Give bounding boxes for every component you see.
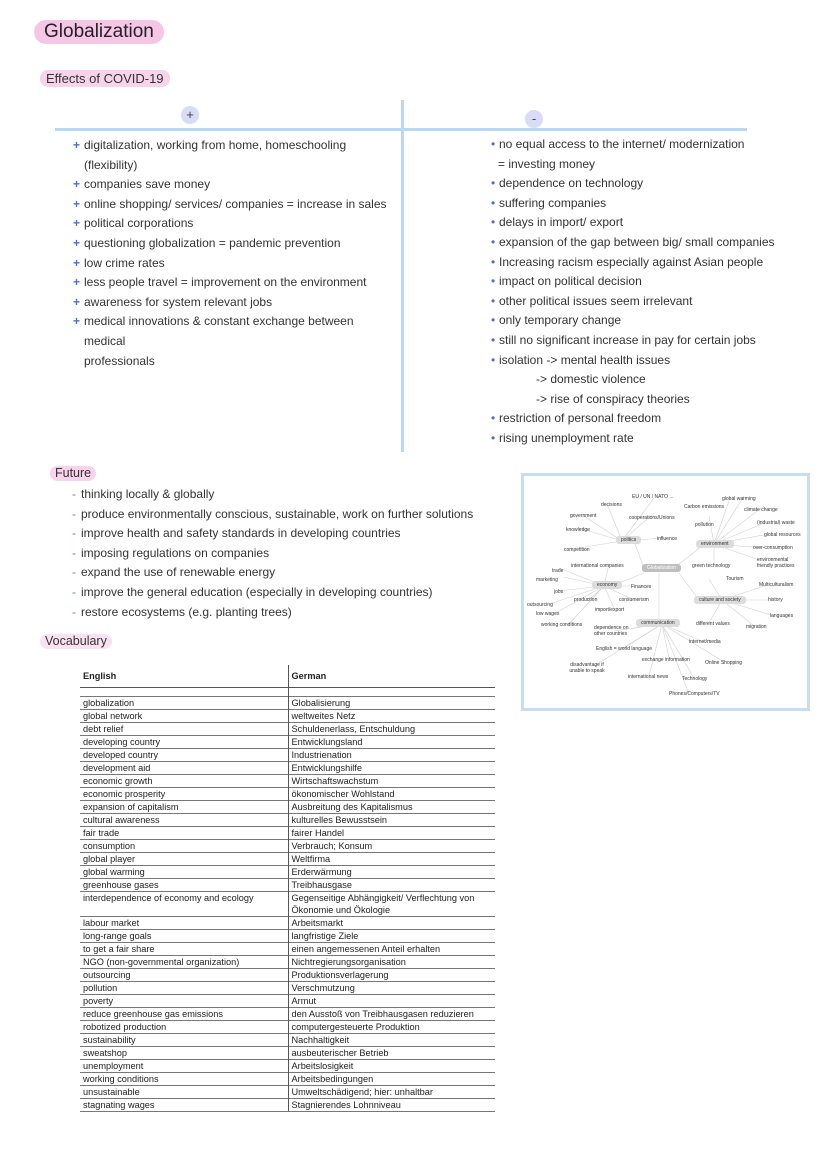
german-term: Verschmutzung bbox=[288, 982, 495, 995]
german-term: Ausbreitung des Kapitalismus bbox=[288, 801, 495, 814]
bullet-dot-icon: • bbox=[491, 195, 496, 210]
mindmap-diagram bbox=[521, 473, 810, 711]
mindmap-label: decisions bbox=[601, 502, 622, 508]
mindmap-label: Tourism bbox=[726, 576, 744, 582]
german-term: Weltfirma bbox=[288, 853, 495, 866]
dash-bullet-icon: - bbox=[72, 584, 76, 599]
german-term: Stagnierendes Lohnniveau bbox=[288, 1099, 495, 1112]
english-term: economic prosperity bbox=[80, 788, 288, 801]
future-item: - thinking locally & globally bbox=[72, 485, 492, 505]
english-term: labour market bbox=[80, 917, 288, 930]
english-term: NGO (non-governmental organization) bbox=[80, 956, 288, 969]
minus-marker: - bbox=[525, 110, 543, 128]
english-term: working conditions bbox=[80, 1073, 288, 1086]
dash-bullet-icon: - bbox=[72, 487, 76, 501]
table-row bbox=[80, 956, 495, 969]
positive-item: + online shopping/ services/ companies = increase in sales bbox=[73, 195, 393, 215]
negative-item: • still no significant increase in pay for certain jobs bbox=[491, 331, 821, 351]
table-row bbox=[80, 736, 495, 749]
mindmap-label: influence bbox=[657, 536, 678, 542]
german-term: Arbeitsbedingungen bbox=[288, 1073, 495, 1086]
german-term: Globalisierung bbox=[288, 697, 495, 710]
negative-sub-item: -> domestic violence bbox=[536, 372, 646, 387]
mindmap-label: cooperations/Unions bbox=[629, 515, 675, 521]
table-row bbox=[80, 943, 495, 956]
table-row bbox=[80, 775, 495, 788]
plus-bullet-icon: + bbox=[73, 255, 81, 270]
mindmap-label: pollution bbox=[695, 522, 714, 528]
table-row bbox=[80, 697, 495, 710]
english-term: fair trade bbox=[80, 827, 288, 840]
german-term: Wirtschaftswachstum bbox=[288, 775, 495, 788]
connector-line bbox=[604, 586, 614, 608]
table-row bbox=[80, 853, 495, 866]
vocabulary-body bbox=[80, 697, 495, 1112]
table-row bbox=[80, 917, 495, 930]
mindmap-label: climate change bbox=[744, 507, 778, 513]
german-term: Entwicklungsland bbox=[288, 736, 495, 749]
german-term: computergesteuerte Produktion bbox=[288, 1021, 495, 1034]
table-row bbox=[80, 930, 495, 943]
mindmap-label: Carbon emissions bbox=[684, 504, 725, 510]
english-term: cultural awareness bbox=[80, 814, 288, 827]
positive-item: + questioning globalization = pandemic prevention bbox=[73, 234, 393, 254]
dash-bullet-icon: - bbox=[72, 526, 76, 541]
positives-list bbox=[73, 136, 393, 371]
bullet-dot-icon: • bbox=[491, 313, 496, 328]
positive-item: + political corporations bbox=[73, 214, 393, 234]
mindmap-label: international companies bbox=[571, 563, 624, 569]
english-term: global network bbox=[80, 710, 288, 723]
negatives-list bbox=[491, 135, 821, 449]
mindmap-label: government bbox=[570, 513, 597, 519]
mindmap-node-culture: culture and society bbox=[694, 596, 746, 604]
negative-item: • only temporary change bbox=[491, 311, 821, 331]
english-term: development aid bbox=[80, 762, 288, 775]
english-term: unemployment bbox=[80, 1060, 288, 1073]
english-term: debt relief bbox=[80, 723, 288, 736]
english-term: developing country bbox=[80, 736, 288, 749]
table-row bbox=[80, 1073, 495, 1086]
english-term: to get a fair share bbox=[80, 943, 288, 956]
future-item: - imposing regulations on companies bbox=[72, 544, 492, 564]
plus-bullet-icon: + bbox=[73, 294, 81, 309]
mindmap-label: global resources bbox=[764, 532, 801, 538]
english-term: global warming bbox=[80, 866, 288, 879]
german-term: Verbrauch; Konsum bbox=[288, 840, 495, 853]
mindmap-node-economy: economy bbox=[592, 581, 622, 589]
vocabulary-table bbox=[80, 665, 495, 1112]
connector-line bbox=[662, 624, 694, 678]
mindmap-label: English = world language bbox=[596, 646, 653, 652]
mindmap-label: history bbox=[768, 597, 783, 603]
german-term: Nichtregierungsorganisation bbox=[288, 956, 495, 969]
mindmap-label: exchange information bbox=[642, 657, 690, 663]
future-heading: Future bbox=[50, 466, 96, 481]
table-row bbox=[80, 1060, 495, 1073]
table-row bbox=[80, 866, 495, 879]
column-header-german: German bbox=[288, 665, 495, 688]
german-term: einen angemessenen Anteil erhalten bbox=[288, 943, 495, 956]
mindmap-label: trade bbox=[552, 568, 564, 574]
connector-line bbox=[662, 624, 669, 658]
table-row bbox=[80, 1021, 495, 1034]
german-term: Gegenseitige Abhängigkeit/ Verflechtung von Ökonomie und Ökologie bbox=[288, 892, 495, 917]
english-term: robotized production bbox=[80, 1021, 288, 1034]
mindmap-label: environmental friendly practices bbox=[757, 557, 795, 569]
english-term: stagnating wages bbox=[80, 1099, 288, 1112]
english-term: outsourcing bbox=[80, 969, 288, 982]
mindmap-label: green technology bbox=[692, 563, 731, 569]
mindmap-label: Finances bbox=[631, 584, 652, 590]
dash-bullet-icon: - bbox=[72, 565, 76, 580]
mindmap-label: low wages bbox=[536, 611, 560, 617]
plus-bullet-icon: + bbox=[73, 196, 81, 211]
table-row bbox=[80, 892, 495, 917]
mindmap-label: consumerism bbox=[619, 597, 649, 603]
negative-item: • Increasing racism especially against Asian people bbox=[491, 253, 821, 273]
german-term: Entwicklungshilfe bbox=[288, 762, 495, 775]
english-term: expansion of capitalism bbox=[80, 801, 288, 814]
english-term: global player bbox=[80, 853, 288, 866]
mindmap-label: migration bbox=[746, 624, 767, 630]
dash-bullet-icon: - bbox=[72, 506, 76, 521]
mindmap-label: internet/media bbox=[689, 639, 721, 645]
plus-marker: + bbox=[181, 106, 199, 124]
english-term: pollution bbox=[80, 982, 288, 995]
positive-item: + medical innovations & constant exchange between medical bbox=[73, 312, 393, 351]
dash-bullet-icon: - bbox=[72, 604, 76, 619]
english-term: developed country bbox=[80, 749, 288, 762]
table-row bbox=[80, 723, 495, 736]
effects-heading: Effects of COVID-19 bbox=[40, 70, 170, 87]
bullet-dot-icon: • bbox=[491, 352, 496, 367]
positive-item: + companies save money bbox=[73, 175, 393, 195]
german-term: Erderwärmung bbox=[288, 866, 495, 879]
english-term: interdependence of economy and ecology bbox=[80, 892, 288, 917]
table-row bbox=[80, 749, 495, 762]
mindmap-label: Technology bbox=[682, 676, 708, 682]
bullet-dot-icon: • bbox=[491, 137, 496, 151]
table-row bbox=[80, 982, 495, 995]
negative-item: • restriction of personal freedom bbox=[491, 409, 821, 429]
bullet-dot-icon: • bbox=[491, 176, 496, 191]
negative-item-continuation: = investing money bbox=[498, 156, 596, 171]
mindmap-label: over-consumption bbox=[753, 545, 793, 551]
mindmap-label: production bbox=[574, 597, 598, 603]
mindmap-node-communication: communication bbox=[636, 619, 680, 627]
bullet-dot-icon: • bbox=[491, 430, 496, 445]
table-row bbox=[80, 814, 495, 827]
table-row bbox=[80, 840, 495, 853]
mindmap-label: EU / UN / NATO ... bbox=[632, 494, 674, 500]
german-term: Schuldenerlass, Entschuldung bbox=[288, 723, 495, 736]
table-row bbox=[80, 995, 495, 1008]
table-row bbox=[80, 1008, 495, 1021]
table-row bbox=[80, 710, 495, 723]
german-term: Arbeitsmarkt bbox=[288, 917, 495, 930]
mindmap-label: import/export bbox=[595, 607, 625, 613]
future-item: - improve the general education (especially in developing countries) bbox=[72, 583, 492, 603]
english-term: sweatshop bbox=[80, 1047, 288, 1060]
mindmap-label: jobs bbox=[554, 589, 564, 595]
german-term: weltweites Netz bbox=[288, 710, 495, 723]
german-term: Treibhausgase bbox=[288, 879, 495, 892]
negative-item: • rising unemployment rate bbox=[491, 429, 821, 449]
mindmap-label: different values bbox=[696, 621, 730, 627]
table-row bbox=[80, 801, 495, 814]
positive-item: + less people travel = improvement on the environment bbox=[73, 273, 393, 293]
table-row bbox=[80, 1034, 495, 1047]
english-term: poverty bbox=[80, 995, 288, 1008]
mindmap-label: global warming bbox=[722, 496, 756, 502]
mindmap-label: international news bbox=[628, 674, 669, 680]
table-row bbox=[80, 827, 495, 840]
plus-bullet-icon: + bbox=[73, 275, 81, 290]
vertical-divider bbox=[401, 100, 404, 452]
german-term: ausbeuterischer Betrieb bbox=[288, 1047, 495, 1060]
positive-item: + low crime rates bbox=[73, 254, 393, 274]
mindmap-label: competition bbox=[564, 547, 590, 553]
negative-item: • dependence on technology bbox=[491, 174, 821, 194]
plus-bullet-icon: + bbox=[73, 138, 81, 152]
positive-item-continuation: professionals bbox=[84, 353, 155, 368]
mindmap-label: knowledge bbox=[566, 527, 590, 533]
table-row bbox=[80, 762, 495, 775]
german-term: Produktionsverlagerung bbox=[288, 969, 495, 982]
mindmap-label: (industrial) waste bbox=[757, 520, 795, 526]
plus-bullet-icon: + bbox=[73, 235, 81, 250]
plus-bullet-icon: + bbox=[73, 314, 81, 329]
mindmap-center-node: Globalization bbox=[642, 564, 681, 572]
german-term: Industrienation bbox=[288, 749, 495, 762]
english-term: long-range goals bbox=[80, 930, 288, 943]
future-list bbox=[72, 485, 492, 622]
english-term: globalization bbox=[80, 697, 288, 710]
page-title: Globalization bbox=[34, 20, 164, 44]
german-term: den Ausstoß von Treibhausgasen reduzieren bbox=[288, 1008, 495, 1021]
vocabulary-spacer-row bbox=[80, 688, 495, 697]
german-term: Armut bbox=[288, 995, 495, 1008]
german-term: langfristige Ziele bbox=[288, 930, 495, 943]
mindmap-node-environment: environment bbox=[696, 540, 734, 548]
table-row bbox=[80, 788, 495, 801]
mindmap-label: outsourcing bbox=[527, 602, 553, 608]
german-term: Umweltschädigend; hier: unhaltbar bbox=[288, 1086, 495, 1099]
table-row bbox=[80, 969, 495, 982]
german-term: Arbeitslosigkeit bbox=[288, 1060, 495, 1073]
future-item: - improve health and safety standards in developing countries bbox=[72, 524, 492, 544]
bullet-dot-icon: • bbox=[491, 234, 496, 249]
negative-item: • no equal access to the internet/ modernization bbox=[491, 135, 821, 155]
future-item: - produce environmentally conscious, sustainable, work on further solutions bbox=[72, 505, 492, 525]
english-term: economic growth bbox=[80, 775, 288, 788]
future-item: - restore ecosystems (e.g. planting trees) bbox=[72, 603, 492, 623]
negative-item: • impact on political decision bbox=[491, 272, 821, 292]
mindmap-label: Multiculturalism bbox=[759, 582, 794, 588]
negative-item: • isolation -> mental health issues bbox=[491, 351, 821, 371]
table-row bbox=[80, 1086, 495, 1099]
bullet-dot-icon: • bbox=[491, 411, 496, 426]
vocabulary-header-row bbox=[80, 665, 495, 688]
bullet-dot-icon: • bbox=[491, 293, 496, 308]
bullet-dot-icon: • bbox=[491, 332, 496, 347]
negative-sub-item: -> rise of conspiracy theories bbox=[536, 391, 690, 406]
english-term: reduce greenhouse gas emissions bbox=[80, 1008, 288, 1021]
vocabulary-heading: Vocabulary bbox=[40, 634, 112, 649]
mindmap-label: marketing bbox=[536, 577, 558, 583]
negative-item: • delays in import/ export bbox=[491, 213, 821, 233]
mindmap-label: disadvantage if unable to speak bbox=[569, 662, 605, 674]
positive-item: + digitalization, working from home, homeschooling (flexibility) bbox=[73, 136, 393, 175]
table-row bbox=[80, 1099, 495, 1112]
plus-bullet-icon: + bbox=[73, 177, 81, 192]
plus-bullet-icon: + bbox=[73, 216, 81, 231]
table-row bbox=[80, 1047, 495, 1060]
negative-item: • expansion of the gap between big/ small companies bbox=[491, 233, 821, 253]
english-term: consumption bbox=[80, 840, 288, 853]
column-header-english: English bbox=[80, 665, 288, 688]
german-term: Nachhaltigkeit bbox=[288, 1034, 495, 1047]
german-term: kulturelles Bewusstsein bbox=[288, 814, 495, 827]
mindmap-label: languages bbox=[770, 613, 794, 619]
mindmap-label: working conditions bbox=[541, 622, 583, 628]
english-term: greenhouse gases bbox=[80, 879, 288, 892]
mindmap-label: Phones/Computers/TV bbox=[669, 691, 720, 697]
mindmap-label: dependence on other countries bbox=[594, 625, 629, 637]
future-item: - expand the use of renewable energy bbox=[72, 563, 492, 583]
mindmap-label: Online Shopping bbox=[705, 660, 742, 666]
table-row bbox=[80, 879, 495, 892]
german-term: fairer Handel bbox=[288, 827, 495, 840]
bullet-dot-icon: • bbox=[491, 215, 496, 230]
english-term: unsustainable bbox=[80, 1086, 288, 1099]
english-term: sustainability bbox=[80, 1034, 288, 1047]
negative-item: • suffering companies bbox=[491, 194, 821, 214]
mindmap-node-politics: politics bbox=[616, 536, 641, 544]
bullet-dot-icon: • bbox=[491, 254, 496, 269]
german-term: ökonomischer Wohlstand bbox=[288, 788, 495, 801]
positive-item: + awareness for system relevant jobs bbox=[73, 293, 393, 313]
negative-item: • other political issues seem irrelevant bbox=[491, 292, 821, 312]
dash-bullet-icon: - bbox=[72, 545, 76, 560]
bullet-dot-icon: • bbox=[491, 274, 496, 289]
